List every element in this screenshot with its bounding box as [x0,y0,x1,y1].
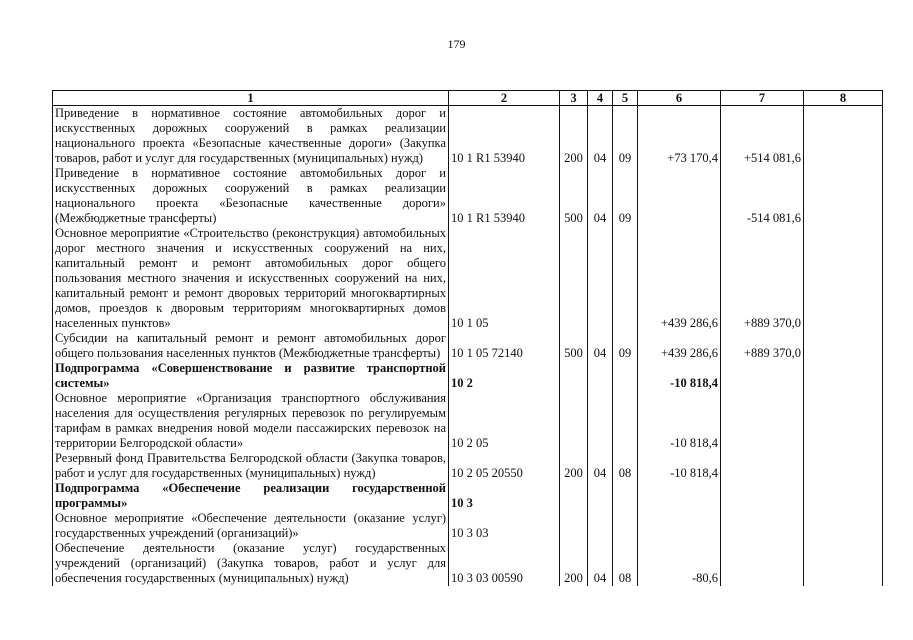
row-col-4: 04 [588,451,613,481]
row-col-3 [560,361,588,391]
header-col-7: 7 [721,91,804,106]
row-col-3: 500 [560,331,588,361]
row-col-6 [638,481,721,511]
row-col-8 [804,226,883,331]
row-name: Подпрограмма «Совершенствование и развитие транспортной системы» [53,361,449,391]
row-col-4: 04 [588,331,613,361]
header-col-6: 6 [638,91,721,106]
row-code: 10 1 R1 53940 [449,106,560,167]
row-col-5: 08 [613,451,638,481]
row-col-7 [721,361,804,391]
row-col-7 [721,391,804,451]
row-col-6 [638,511,721,541]
row-col-6: -10 818,4 [638,451,721,481]
row-col-8 [804,511,883,541]
row-col-7: +889 370,0 [721,226,804,331]
row-name: Приведение в нормативное состояние автомобильных дорог и искусственных дорожных сооружений в рамках реализации национального проекта «Безопасные качественные дороги» (Закупка товаров, работ и услуг для государственных (муниципальных) нужд) [53,106,449,167]
row-col-3: 200 [560,451,588,481]
row-code: 10 2 [449,361,560,391]
row-name: Основное мероприятие «Строительство (реконструкция) автомобильных дорог местного значения и искусственных сооружений на них, капитальный ремонт и ремонт автомобильных дорог общего пользования местного значения и искусственных сооружений на них, капитальный ремонт и ремонт дворовых территорий многоквартирных домов, проездов к дворовым территориям многоквартирных домов населенных пунктов» [53,226,449,331]
row-col-4: 04 [588,541,613,586]
header-col-5: 5 [613,91,638,106]
table-row [53,106,883,167]
row-col-6: +73 170,4 [638,106,721,167]
row-col-8 [804,481,883,511]
row-col-5: 08 [613,541,638,586]
table-row [53,331,883,361]
header-col-1: 1 [53,91,449,106]
row-code: 10 1 R1 53940 [449,166,560,226]
row-col-8 [804,391,883,451]
header-col-8: 8 [804,91,883,106]
row-code: 10 3 [449,481,560,511]
row-col-3: 500 [560,166,588,226]
header-col-2: 2 [449,91,560,106]
row-code: 10 3 03 [449,511,560,541]
row-col-6: -10 818,4 [638,391,721,451]
row-name: Подпрограмма «Обеспечение реализации государственной программы» [53,481,449,511]
row-col-8 [804,451,883,481]
row-code: 10 1 05 72140 [449,331,560,361]
row-col-6: +439 286,6 [638,226,721,331]
row-col-4: 04 [588,166,613,226]
row-col-3 [560,481,588,511]
row-code: 10 2 05 20550 [449,451,560,481]
row-col-5 [613,511,638,541]
row-name: Приведение в нормативное состояние автомобильных дорог и искусственных дорожных сооружений в рамках реализации национального проекта «Безопасные качественные дороги» (Межбюджетные трансферты) [53,166,449,226]
header-col-4: 4 [588,91,613,106]
row-col-4 [588,361,613,391]
row-col-5 [613,481,638,511]
row-col-6: -80,6 [638,541,721,586]
row-code: 10 2 05 [449,391,560,451]
row-col-6 [638,166,721,226]
row-col-8 [804,541,883,586]
row-col-5: 09 [613,331,638,361]
row-name: Основное мероприятие «Обеспечение деятельности (оказание услуг) государственных учреждений (организаций)» [53,511,449,541]
budget-table [52,90,883,586]
row-col-5: 09 [613,106,638,167]
row-col-8 [804,166,883,226]
row-col-6: +439 286,6 [638,331,721,361]
row-col-3 [560,391,588,451]
row-col-8 [804,331,883,361]
table-row [53,166,883,226]
row-code: 10 1 05 [449,226,560,331]
row-col-5 [613,361,638,391]
row-name: Основное мероприятие «Организация транспортного обслуживания населения для осуществления регулярных перевозок по регулируемым тарифам в рамках внедрения новой модели пассажирских перевозок на территории Белгородской области» [53,391,449,451]
table-row [53,451,883,481]
table-row [53,226,883,331]
header-col-3: 3 [560,91,588,106]
row-col-7: -514 081,6 [721,166,804,226]
row-col-6: -10 818,4 [638,361,721,391]
table-row [53,481,883,511]
row-col-7: +514 081,6 [721,106,804,167]
table-row [53,511,883,541]
row-col-3 [560,226,588,331]
row-col-5: 09 [613,166,638,226]
row-col-4 [588,511,613,541]
row-col-7 [721,451,804,481]
row-col-3: 200 [560,106,588,167]
row-col-7 [721,541,804,586]
row-col-4 [588,481,613,511]
table-row [53,541,883,586]
row-col-8 [804,361,883,391]
row-name: Обеспечение деятельности (оказание услуг) государственных учреждений (организаций) (Закупка товаров, работ и услуг для обеспечения государственных (муниципальных) нужд) [53,541,449,586]
row-col-4 [588,226,613,331]
table-body [53,106,883,587]
table-row [53,391,883,451]
row-col-7 [721,511,804,541]
row-name: Резервный фонд Правительства Белгородской области (Закупка товаров, работ и услуг для государственных (муниципальных) нужд) [53,451,449,481]
table-row [53,361,883,391]
row-code: 10 3 03 00590 [449,541,560,586]
row-col-3: 200 [560,541,588,586]
row-col-5 [613,391,638,451]
row-col-3 [560,511,588,541]
row-col-4 [588,391,613,451]
row-col-7 [721,481,804,511]
row-col-4: 04 [588,106,613,167]
row-col-8 [804,106,883,167]
header-row [53,91,883,106]
row-name: Субсидии на капитальный ремонт и ремонт автомобильных дорог общего пользования населенных пунктов (Межбюджетные трансферты) [53,331,449,361]
row-col-5 [613,226,638,331]
page-number: 179 [447,37,466,51]
row-col-7: +889 370,0 [721,331,804,361]
